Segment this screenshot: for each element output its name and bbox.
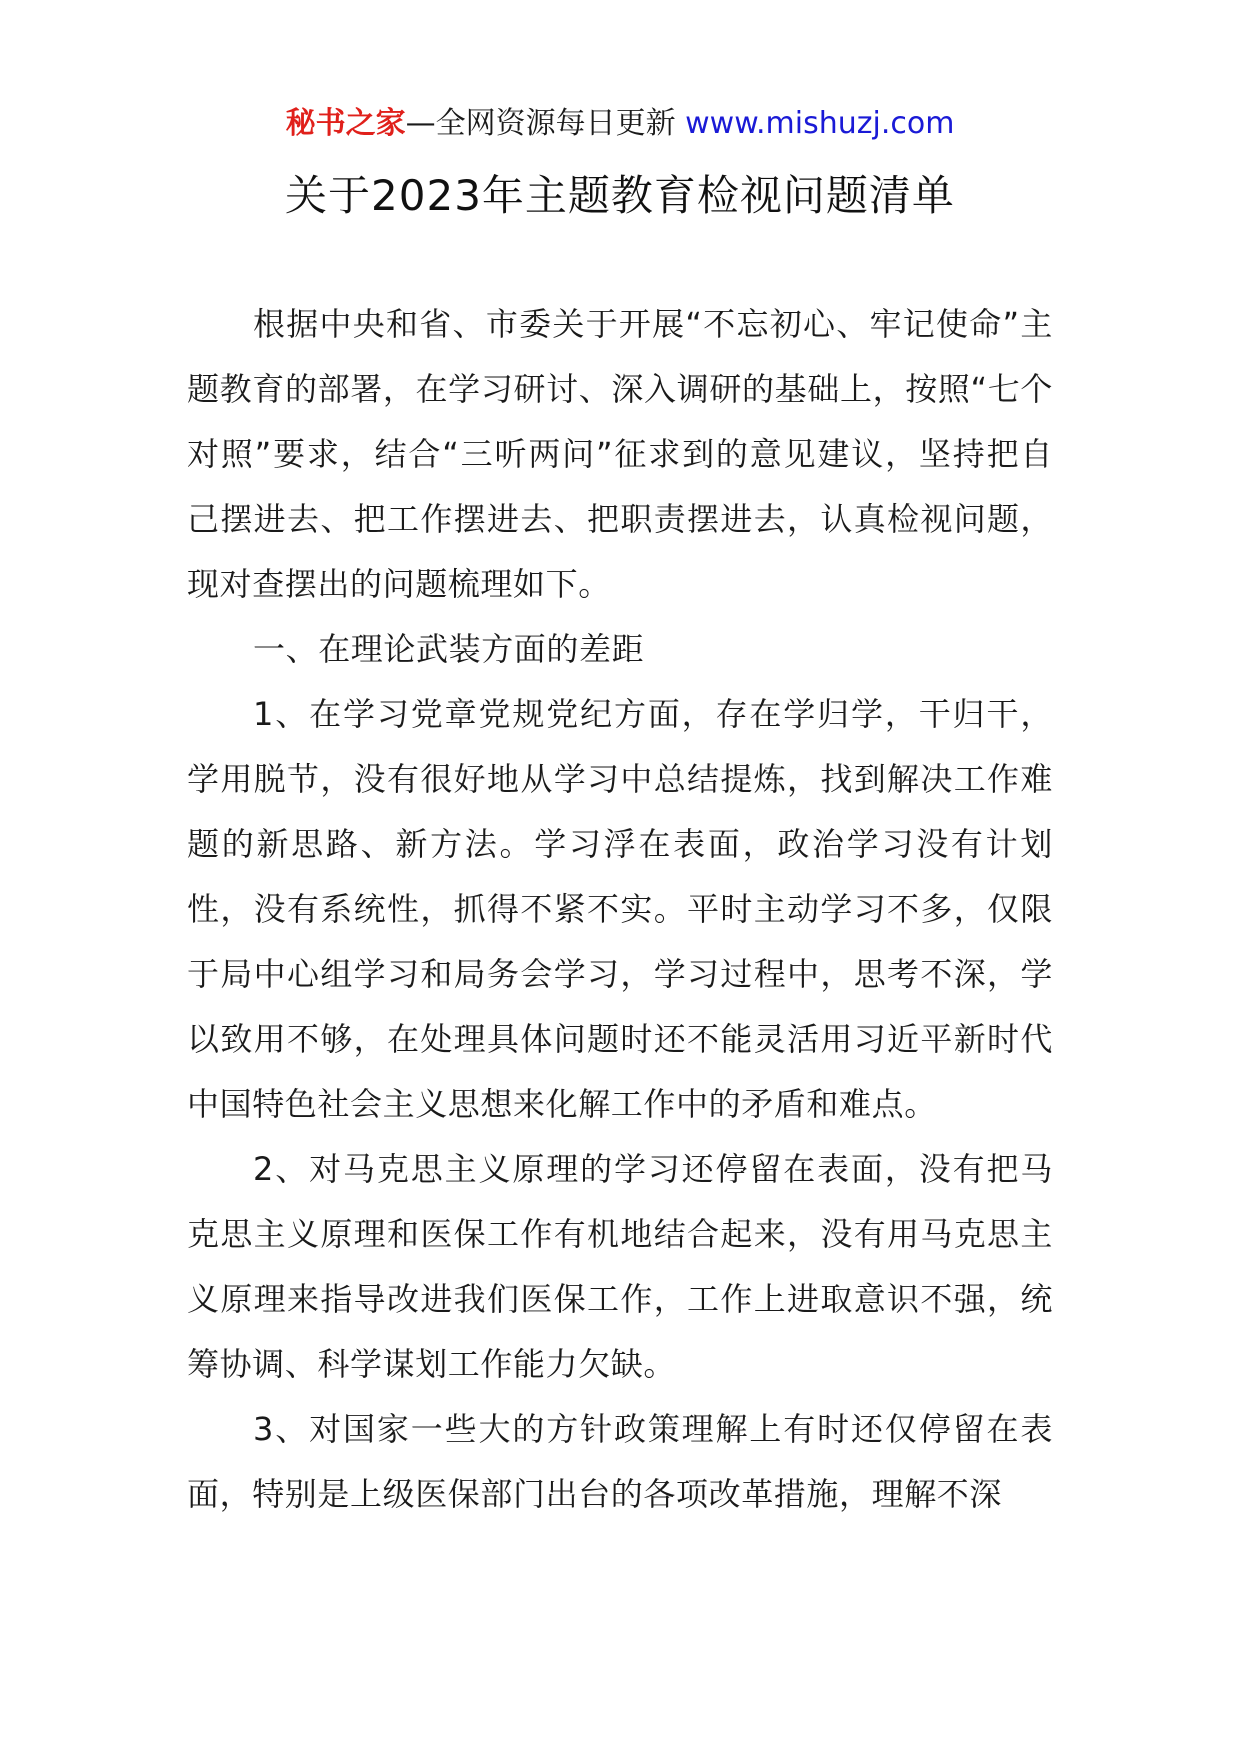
item-paragraph-3: 3、对国家一些大的方针政策理解上有时还仅停留在表面，特别是上级医保部门出台的各项改革措施，理解不深: [187, 1410, 1053, 1513]
site-slogan: —全网资源每日更新: [405, 106, 686, 141]
intro-paragraph: 根据中央和省、市委关于开展“不忘初心、牢记使命”主题教育的部署，在学习研讨、深入调研的基础上，按照“七个对照”要求，结合“三听两问”征求到的意见建议，坚持把自己摆进去、把工作摆进去、把职责摆进去，认真检视问题，现对查摆出的问题梳理如下。: [187, 305, 1053, 603]
site-header: [0, 104, 1240, 144]
section-heading: 一、在理论武装方面的差距: [253, 630, 645, 668]
document-body: [187, 292, 1053, 1527]
item-paragraph-1: 1、在学习党章党规党纪方面，存在学归学，干归干，学用脱节，没有很好地从学习中总结提炼，找到解决工作难题的新思路、新方法。学习浮在表面，政治学习没有计划性，没有系统性，抓得不紧不实。平时主动学习不多，仅限于局中心组学习和局务会学习，学习过程中，思考不深，学以致用不够，在处理具体问题时还不能灵活用习近平新时代中国特色社会主义思想来化解工作中的矛盾和难点。: [187, 695, 1053, 1123]
site-url-link[interactable]: www.mishuzj.com: [685, 106, 955, 141]
document-title: 关于2023年主题教育检视问题清单: [285, 171, 955, 220]
item-paragraph-2: 2、对马克思主义原理的学习还停留在表面，没有把马克思主义原理和医保工作有机地结合起来，没有用马克思主义原理来指导改进我们医保工作，工作上进取意识不强，统筹协调、科学谋划工作能力欠缺。: [187, 1150, 1053, 1383]
site-brand: 秘书之家: [285, 106, 406, 141]
